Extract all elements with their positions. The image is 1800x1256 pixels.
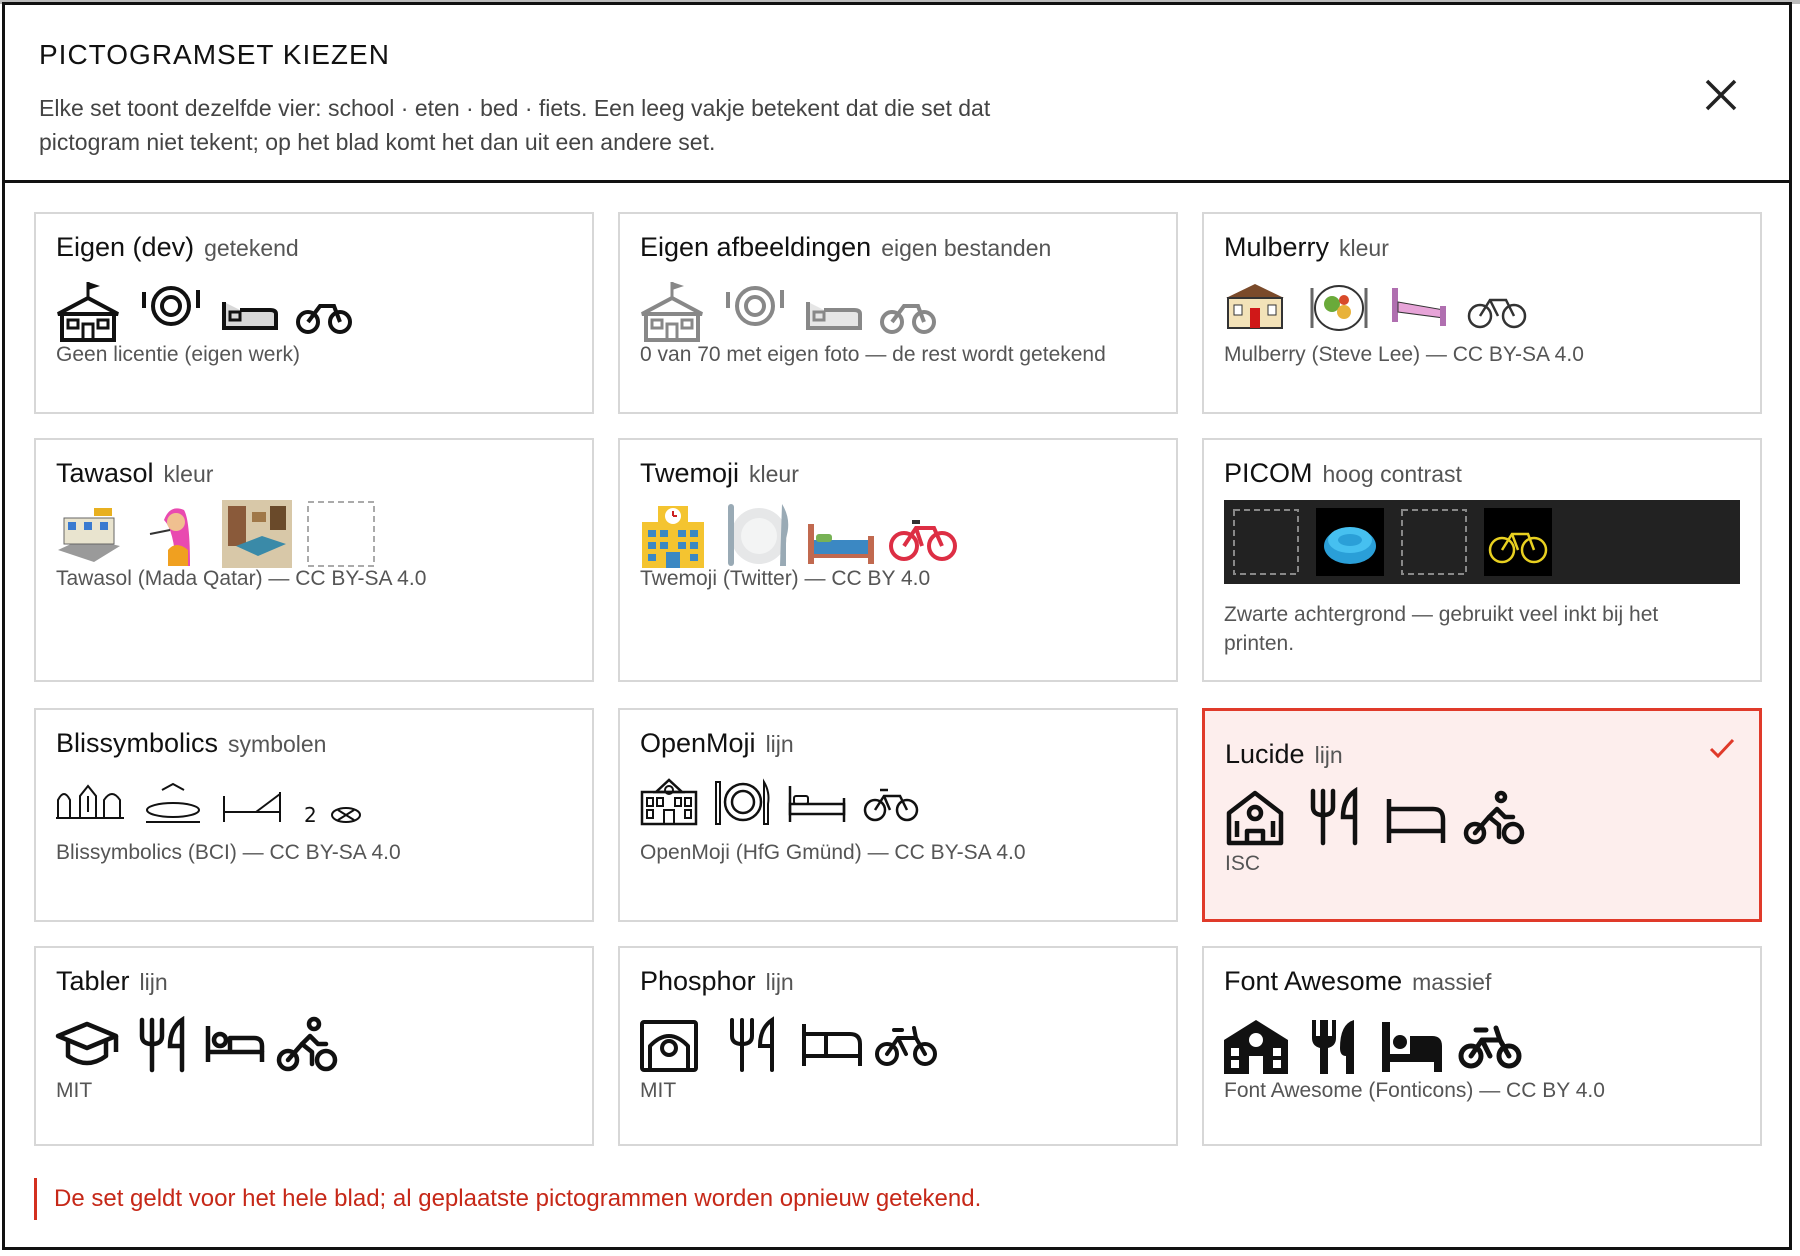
bike-icon [862,776,920,828]
plate-icon [714,776,772,828]
set-license: MIT [56,1079,93,1102]
set-name-text: PICOM [1224,458,1313,488]
set-license: Zwarte achtergrond — gebruikt veel inkt bij het printen. [1224,603,1659,655]
school-icon [54,1016,120,1074]
school-icon [638,500,708,568]
set-name [56,458,213,489]
set-name-text: Eigen afbeeldingen [640,232,872,262]
set-card-font-awesome[interactable] [1202,946,1762,1146]
set-name [640,966,794,997]
set-name [1224,458,1462,489]
bike-icon [1484,508,1552,576]
bike-icon [888,500,958,568]
empty-slot-icon [1232,508,1300,576]
bike-icon [276,1016,338,1074]
dialog-description: Elke set toont dezelfde vier: school · eten · bed · fiets. Een leeg vakje betekent dat die set dat pictogram niet tekent; op het blad komt het dan uit een andere set. [39,95,991,155]
bike-icon [874,1016,938,1074]
school-icon [1222,1016,1290,1074]
bike-icon [878,278,940,344]
school-icon [1224,278,1286,338]
set-name-text: Phosphor [640,966,756,996]
set-name-text: Twemoji [640,458,740,488]
set-style: hoog contrast [1322,461,1462,487]
eat-icon [142,782,204,828]
utensils-icon [136,1016,192,1074]
bed-icon [806,500,876,568]
bed-icon [1380,1016,1444,1074]
set-license: Font Awesome (Fonticons) — CC BY 4.0 [1224,1079,1605,1102]
set-name-text: OpenMoji [640,728,756,758]
set-name-text: Tawasol [56,458,154,488]
bed-icon [1385,787,1447,847]
set-card-openmoji[interactable] [618,708,1178,922]
set-name [640,232,1051,263]
set-card-picom[interactable] [1202,438,1762,682]
set-name [56,232,299,263]
bed-icon [1388,278,1450,338]
set-style: lijn [765,969,794,995]
set-card-phosphor[interactable] [618,946,1178,1146]
set-style: lijn [765,731,794,757]
footer-note: De set geldt voor het hele blad; al geplaatste pictogrammen worden opnieuw getekend. [34,1178,981,1220]
bed-icon [222,500,292,568]
set-name-text: Blissymbolics [56,728,219,758]
plate-icon [1308,278,1370,338]
set-style: lijn [1314,742,1343,768]
plate-icon [140,278,202,344]
set-license: MIT [640,1079,677,1102]
set-license: Geen licentie (eigen werk) [56,343,300,366]
set-style: kleur [1339,235,1389,261]
set-style: massief [1412,969,1492,995]
school-icon [54,500,124,568]
plate-icon [724,278,786,344]
set-style: kleur [163,461,214,487]
bike-icon [1463,787,1525,847]
school-icon [638,278,706,344]
set-card-blissymbolics[interactable] [34,708,594,922]
school-icon [638,776,700,828]
set-card-mulberry[interactable] [1202,212,1762,414]
plate-icon [1316,508,1384,576]
set-style: eigen bestanden [881,235,1052,261]
set-name [1224,966,1491,997]
set-name [640,728,794,759]
set-license: Twemoji (Twitter) — CC BY 4.0 [640,567,931,590]
set-card-tabler[interactable] [34,946,594,1146]
bed-icon [220,782,284,828]
close-icon[interactable] [1697,71,1745,119]
set-name [56,728,326,759]
set-license: OpenMoji (HfG Gmünd) — CC BY-SA 4.0 [640,841,1026,864]
bed-icon [220,278,280,344]
bike-icon [1458,1016,1522,1074]
set-name-text: Mulberry [1224,232,1330,262]
check-icon [1707,733,1737,763]
set-card-eigen-afbeeldingen[interactable] [618,212,1178,414]
empty-slot-icon [306,500,376,568]
svg-text:2: 2 [304,803,317,827]
set-style: symbolen [228,731,327,757]
bike-icon [294,278,356,344]
set-name [56,966,168,997]
school-icon [54,782,126,828]
set-card-lucide[interactable] [1202,708,1762,922]
dialog-title: PICTOGRAMSET KIEZEN [39,39,390,70]
eat-icon [140,500,210,568]
set-name [640,458,799,489]
picom-icon-band [1224,500,1740,584]
set-grid [34,212,1764,1147]
school-icon [1223,787,1287,847]
set-style: getekend [204,235,299,261]
set-license: Mulberry (Steve Lee) — CC BY-SA 4.0 [1224,343,1584,366]
bed-icon [786,776,848,828]
utensils-icon [1307,787,1367,847]
set-name [1225,739,1343,770]
bed-icon [804,278,864,344]
set-card-eigen-dev[interactable] [34,212,594,414]
school-icon [54,278,122,344]
set-style: lijn [139,969,168,995]
utensils-icon [726,1016,782,1074]
set-card-twemoji[interactable] [618,438,1178,682]
utensils-icon [1308,1016,1362,1076]
set-license: 0 van 70 met eigen foto — de rest wordt getekend [640,343,1106,366]
set-card-tawasol[interactable] [34,438,594,682]
dialog-header [5,5,1789,183]
set-style: kleur [749,461,799,487]
set-name-text: Tabler [56,966,130,996]
set-license: Tawasol (Mada Qatar) — CC BY-SA 4.0 [56,567,427,590]
school-icon [638,1016,700,1074]
set-license: Blissymbolics (BCI) — CC BY-SA 4.0 [56,841,401,864]
empty-slot-icon [1400,508,1468,576]
plate-icon [724,500,794,568]
set-name-text: Eigen (dev) [56,232,195,262]
bike-icon [1466,278,1528,338]
set-name-text: Lucide [1225,739,1305,769]
bed-icon [800,1016,864,1074]
set-name-text: Font Awesome [1224,966,1403,996]
set-license: ISC [1225,852,1261,875]
bike-icon [302,782,366,828]
bed-icon [204,1016,266,1074]
set-name [1224,232,1389,263]
